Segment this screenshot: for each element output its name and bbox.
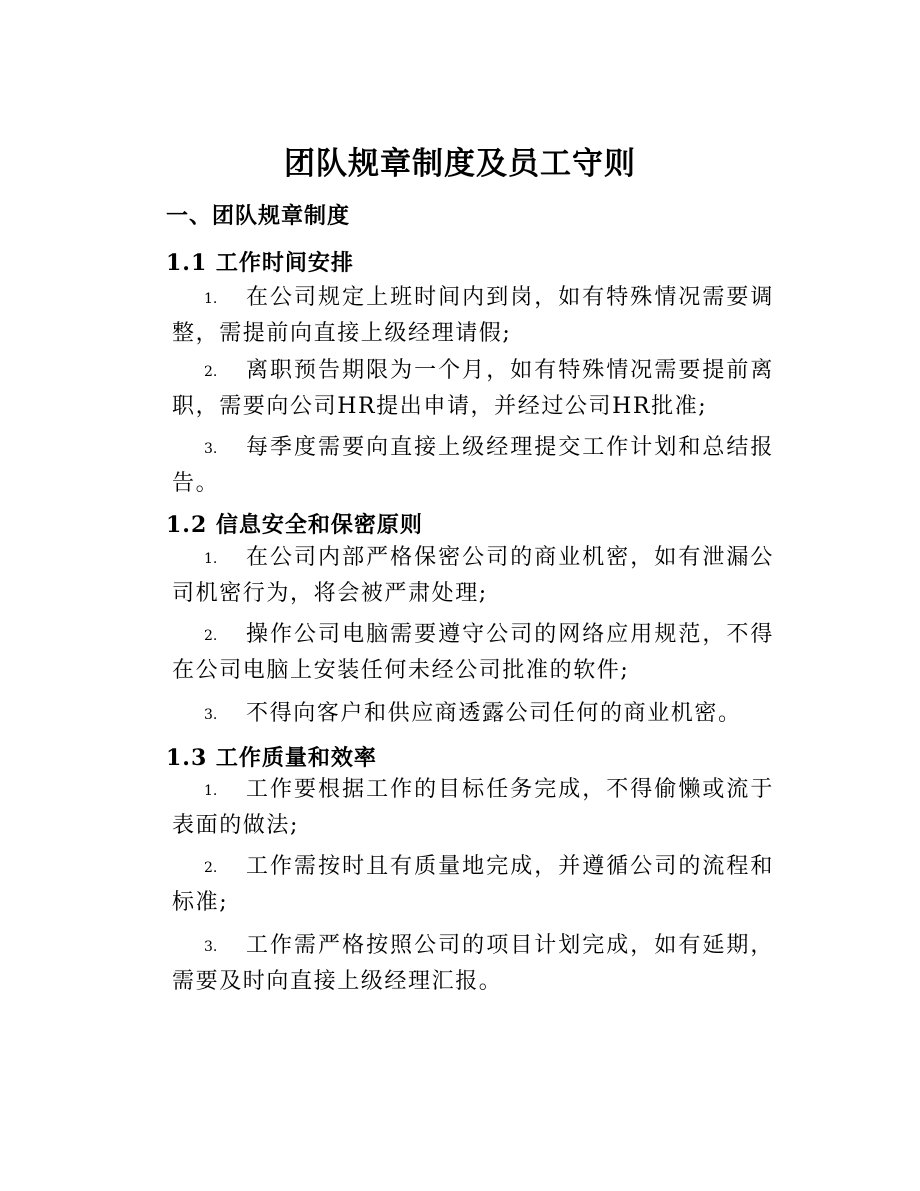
list-item: [172, 617, 774, 689]
list-item: [172, 928, 774, 1000]
list-item-number: 1.: [204, 551, 218, 567]
list-item: [172, 353, 774, 425]
list-item-text: 每季度需要向直接上级经理提交工作计划和总结报告。: [172, 435, 774, 496]
list-item: [172, 280, 774, 352]
list-item-text: 离职预告期限为一个月，如有特殊情况需要提前离职，需要向公司HR提出申请，并经过公司HR批准;: [172, 358, 774, 419]
subsection-heading-1-2: 1.2 信息安全和保密原则: [166, 512, 423, 538]
subsection-heading-1-1: 1.1 工作时间安排: [166, 250, 354, 276]
list-item: [172, 772, 774, 844]
list-item: [172, 540, 774, 612]
list-item-text: 操作公司电脑需要遵守公司的网络应用规范，不得在公司电脑上安装任何未经公司批准的软件;: [172, 622, 774, 683]
list-item-number: 1.: [204, 783, 218, 799]
list-item: [172, 696, 774, 732]
list-item-text: 工作要根据工作的目标任务完成，不得偷懒或流于表面的做法;: [172, 777, 774, 838]
document-title: 团队规章制度及员工守则: [284, 146, 636, 182]
list-item-number: 3.: [204, 441, 218, 457]
list-item-text: 在公司规定上班时间内到岗，如有特殊情况需要调整，需提前向直接上级经理请假;: [172, 285, 774, 346]
list-item: [172, 849, 774, 921]
list-item-number: 3.: [204, 939, 218, 955]
list-item-number: 2.: [204, 628, 218, 644]
list-item-text: 在公司内部严格保密公司的商业机密，如有泄漏公司机密行为，将会被严肃处理;: [172, 545, 774, 606]
list-item-number: 1.: [204, 291, 218, 307]
list-item-number: 3.: [204, 707, 218, 723]
list-item-text: 不得向客户和供应商透露公司任何的商业机密。: [246, 701, 742, 726]
list-item-text: 工作需按时且有质量地完成，并遵循公司的流程和标准;: [172, 854, 774, 915]
section-heading: 一、团队规章制度: [166, 203, 351, 229]
list-item: [172, 430, 774, 502]
list-item-text: 工作需严格按照公司的项目计划完成，如有延期，需要及时向直接上级经理汇报。: [172, 933, 774, 994]
subsection-heading-1-3: 1.3 工作质量和效率: [166, 745, 377, 771]
list-item-number: 2.: [204, 364, 218, 380]
list-item-number: 2.: [204, 860, 218, 876]
